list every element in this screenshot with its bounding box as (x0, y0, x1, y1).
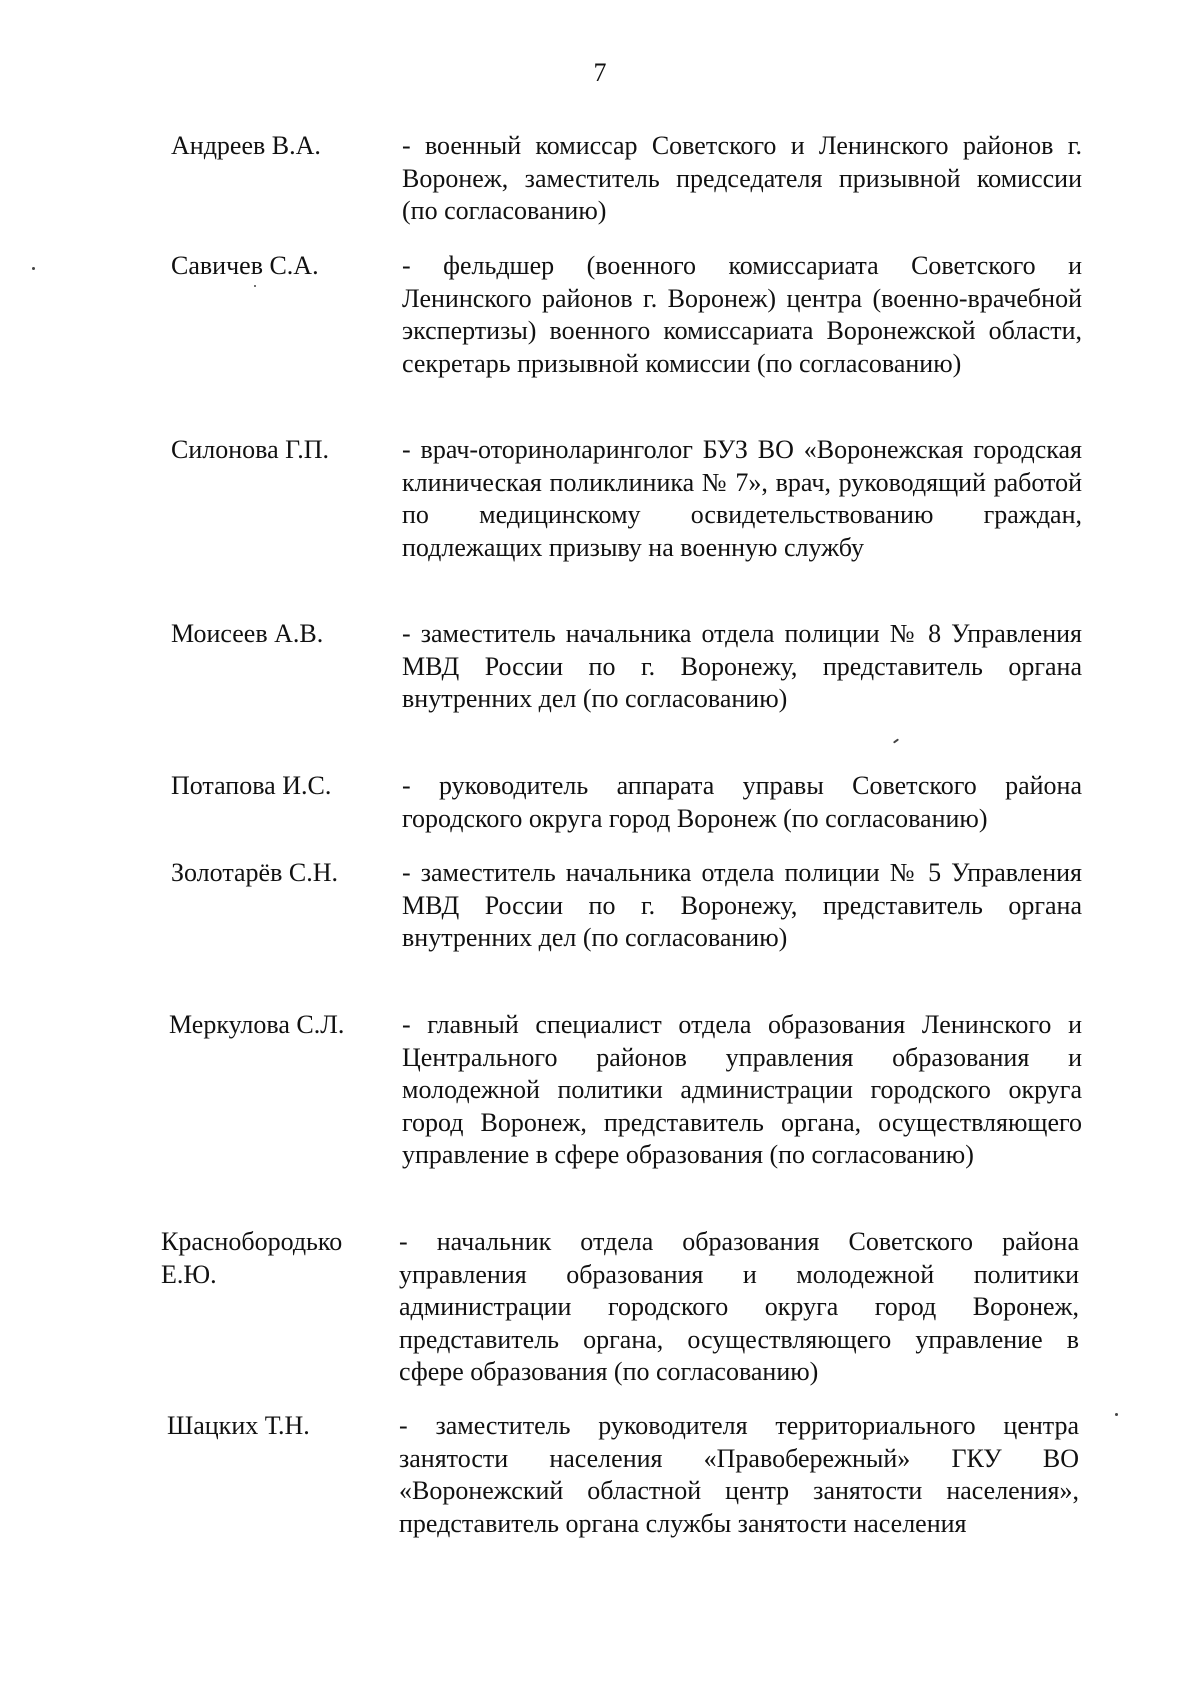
member-role: - начальник отдела образования Советского района управления образования и молодежной политики администрации городского округа город Воронеж, представитель органа, осуществляющего управление в сфере образования (по согласованию) (399, 1227, 1079, 1387)
member-role: - заместитель начальника отдела полиции № 8 Управления МВД России по г. Воронежу, представитель органа внутренних дел (по согласованию) (402, 619, 1082, 714)
scan-speck (254, 285, 256, 287)
scan-speck (32, 267, 35, 270)
scan-speck (1115, 1413, 1118, 1416)
page-number: 7 (593, 58, 607, 87)
member-role: - врач-оториноларинголог БУЗ ВО «Воронежская городская клиническая поликлиника № 7», врач, руководящий работой по медицинскому освидетельствованию граждан, подлежащих призыву на военную службу (402, 435, 1082, 562)
member-name: Золотарёв С.Н. (171, 858, 338, 887)
member-role: - заместитель начальника отдела полиции № 5 Управления МВД России по г. Воронежу, представитель органа внутренних дел (по согласованию) (402, 858, 1082, 953)
member-name: Моисеев А.В. (171, 619, 324, 648)
member-name: Силонова Г.П. (171, 435, 329, 464)
member-name: Шацких Т.Н. (167, 1411, 310, 1440)
member-name: Краснобородько Е.Ю. (161, 1227, 343, 1289)
member-name: Савичев С.А. (171, 251, 319, 280)
member-role: - заместитель руководителя территориального центра занятости населения «Правобережный» ГКУ ВО «Воронежский областной центр занятости населения», представитель органа службы занятости населения (399, 1411, 1079, 1538)
member-name: Андреев В.А. (171, 131, 321, 160)
member-role: - военный комиссар Советского и Ленинского районов г. Воронеж, заместитель председателя призывной комиссии (по согласованию) (402, 131, 1082, 226)
member-role: - главный специалист отдела образования Ленинского и Центрального районов управления образования и молодежной политики администрации городского округа город Воронеж, представитель органа, осуществляющего управление в сфере образования (по согласованию) (402, 1010, 1082, 1170)
member-role: - фельдшер (военного комиссариата Советского и Ленинского районов г. Воронеж) центра (военно-врачебной экспертизы) военного комиссариата Воронежской области, секретарь призывной комиссии (по согласованию) (402, 251, 1082, 378)
member-name: Меркулова С.Л. (169, 1010, 345, 1039)
member-name: Потапова И.С. (171, 771, 332, 800)
scan-speck (893, 738, 899, 743)
member-role: - руководитель аппарата управы Советского района городского округа город Воронеж (по согласованию) (402, 771, 1082, 833)
